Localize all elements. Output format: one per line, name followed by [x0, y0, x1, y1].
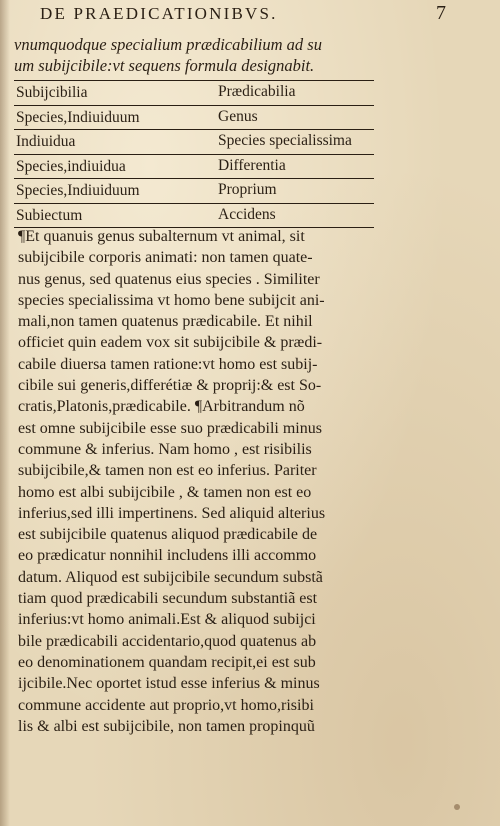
table-row	[14, 155, 374, 180]
table-cell-subject: Indiuidua	[16, 133, 76, 150]
body-line: ¶Et quanuis genus subalternum vt animal, sit	[18, 228, 305, 245]
table-cell-predicate: Differentia	[218, 156, 286, 174]
table-row	[14, 106, 374, 131]
body-line: cabile diuersa tamen ratione:vt homo est subij-	[18, 355, 318, 373]
table-cell-predicate: Prædicabilia	[218, 83, 296, 100]
page-header	[14, 2, 484, 28]
body-line: homo est albi subijcibile , & tamen non est eo	[18, 483, 312, 501]
body-line: commune & inferius. Nam homo , est risibilis	[18, 440, 312, 458]
table-cell-predicate: Accidens	[218, 205, 276, 223]
body-line: cratis,Platonis,prædicabile. ¶Arbitrandum nõ	[18, 398, 305, 416]
body-line: inferius:vt homo animali.Est & aliquod subijci	[18, 611, 316, 629]
table-cell-subject: Species,indiuidua	[16, 157, 126, 175]
body-line: commune accidente aut proprio,vt homo,risibi	[18, 696, 314, 714]
table-cell-subject: Subiectum	[16, 206, 83, 224]
table-cell-predicate: Genus	[218, 107, 258, 125]
body-line: eo denominationem quandam recipit,ei est sub	[18, 653, 316, 671]
body-line: bile prædicabili accidentario,quod quatenus ab	[18, 632, 317, 650]
table-row	[14, 130, 374, 155]
body-line: ijcibile.Nec oportet istud esse inferius & minus	[18, 675, 320, 693]
body-line: subijcibile,& tamen non est eo inferius. Pariter	[18, 462, 317, 480]
body-line: cibile sui generis,differétiæ & proprij:& est So-	[18, 377, 322, 395]
table-cell-predicate: Species specialissima	[218, 132, 352, 149]
table-row	[14, 204, 374, 229]
paper-stain	[454, 804, 460, 810]
body-line: subijcibile corporis animati: non tamen quate-	[18, 249, 313, 267]
body-line: est subijcibile quatenus aliquod prædicabile de	[18, 526, 318, 544]
page-number: 7	[436, 2, 446, 24]
table-cell-subject: Species,Indiuiduum	[16, 108, 140, 126]
body-line: species specialissima vt homo bene subijcit ani-	[18, 291, 325, 309]
body-line: datum. Aliquod est subijcibile secundum substã	[18, 568, 323, 586]
table-cell-subject: Subijcibilia	[16, 84, 88, 101]
intro-line: vnumquodque specialium prædicabilium ad su	[14, 35, 322, 54]
body-line: mali,non tamen quatenus prædicabile. Et nihil	[18, 313, 313, 331]
table-row	[14, 179, 374, 204]
body-line: officiet quin eadem vox sit subijcibile & prædi-	[18, 334, 323, 352]
page-spine-shadow	[0, 0, 10, 826]
body-paragraph	[18, 226, 390, 737]
table-cell-predicate: Proprium	[218, 181, 277, 198]
body-line: lis & albi est subijcibile, non tamen propinquũ	[18, 717, 315, 735]
body-line: inferius,sed illi impertinens. Sed aliquid alterius	[18, 504, 326, 522]
predication-table	[14, 80, 374, 228]
intro-paragraph	[14, 34, 394, 76]
table-header-row	[14, 80, 374, 106]
body-line: est omne subijcibile esse suo prædicabili minus	[18, 419, 322, 437]
body-line: tiam quod prædicabili secundum substantiã est	[18, 590, 318, 608]
body-line: nus genus, sed quatenus eius species . Similiter	[18, 270, 320, 288]
running-head: DE PRAEDICATIONIBVS.	[40, 4, 278, 23]
body-line: eo prædicatur nonnihil includens illi accommo	[18, 547, 317, 565]
intro-line: um subijcibile:vt sequens formula designabit.	[14, 56, 315, 75]
table-cell-subject: Species,Indiuiduum	[16, 182, 140, 199]
